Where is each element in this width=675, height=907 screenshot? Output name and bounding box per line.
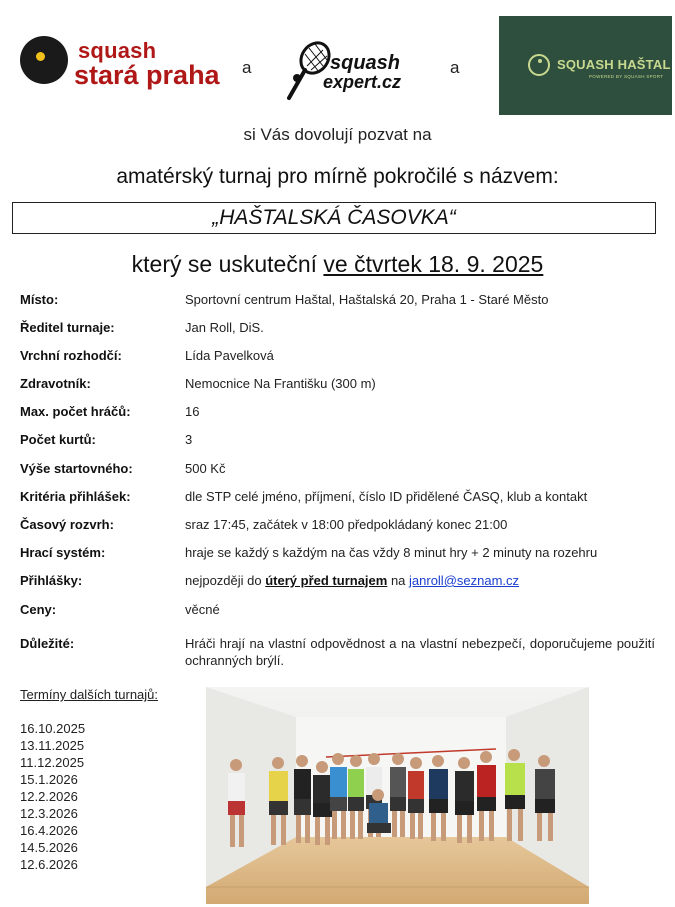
invitation-intro: si Vás dovolují pozvat na <box>243 125 432 144</box>
detail-value: Hráči hrají na vlastní odpovědnost a na vlastní nebezpečí, doporučujeme použití ochranných brýlí. <box>185 636 655 668</box>
next-terms-heading: Termíny dalších turnajů: <box>20 687 159 702</box>
applications-prefix: nejpozději do <box>185 573 266 588</box>
detail-value: 16 <box>185 404 200 419</box>
detail-label: Zdravotník: <box>20 376 91 391</box>
tournament-date: ve čtvrtek 18. 9. 2025 <box>323 251 544 277</box>
logo-hastal-name: SQUASH HAŠTAL <box>557 57 671 72</box>
logo-squash-hastal <box>499 16 672 115</box>
date-prefix: který se uskuteční <box>131 251 324 277</box>
applications-deadline: úterý před turnajem <box>265 573 388 588</box>
detail-value: Jan Roll, DiS. <box>185 320 264 335</box>
next-terms-list <box>20 720 85 873</box>
detail-value: sraz 17:45, začátek v 18:00 předpokládaný konec 21:00 <box>185 517 508 532</box>
conjunction-a-2: a <box>450 58 460 77</box>
logo-squash-expert-line1: squash <box>330 52 401 74</box>
detail-label: Časový rozvrh: <box>20 517 114 532</box>
detail-label: Místo: <box>20 292 59 307</box>
detail-label: Ceny: <box>20 602 57 617</box>
detail-label: Výše startovného: <box>20 461 133 476</box>
invitation-subtitle: amatérský turnaj pro mírně pokročilé s názvem: <box>116 165 559 188</box>
squash-ball-icon <box>20 36 68 84</box>
detail-label: Kritéria přihlášek: <box>20 489 131 504</box>
list-item: 13.11.2025 <box>20 738 85 753</box>
conjunction-a-1: a <box>242 58 252 77</box>
detail-label: Ředitel turnaje: <box>20 320 115 335</box>
detail-value: hraje se každý s každým na čas vždy 8 minut hry + 2 minuty na rozehru <box>185 545 598 560</box>
detail-value: Lída Pavelková <box>185 348 274 363</box>
logo-hastal-sub: POWERED BY SQUASH SPORT <box>589 74 664 79</box>
detail-value: věcné <box>185 602 220 617</box>
applications-middle: na <box>387 573 410 588</box>
detail-value: Nemocnice Na Františku (300 m) <box>185 376 376 391</box>
detail-value <box>185 572 655 589</box>
tournament-date-line <box>0 251 675 278</box>
logo-stara-praha-line1: squash <box>78 38 157 63</box>
detail-label: Důležité: <box>20 636 75 651</box>
group-photo <box>206 687 589 904</box>
list-item: 14.5.2026 <box>20 840 78 855</box>
logo-squash-expert <box>285 36 425 106</box>
tournament-title: „HAŠTALSKÁ ČASOVKA“ <box>12 202 656 234</box>
detail-label: Přihlášky: <box>20 573 83 588</box>
list-item: 16.4.2026 <box>20 823 78 838</box>
logo-stara-praha-line2: stará praha <box>74 60 220 90</box>
list-item: 16.10.2025 <box>20 721 86 736</box>
detail-label: Hrací systém: <box>20 545 106 560</box>
hastal-ball-icon <box>528 54 550 76</box>
detail-value: 3 <box>185 432 193 447</box>
group-photo-illustration <box>206 687 589 904</box>
applications-email-link[interactable]: janroll@seznam.cz <box>409 573 520 588</box>
logo-squash-stara-praha <box>20 34 230 104</box>
logo-header <box>0 16 675 116</box>
detail-value: dle STP celé jméno, příjmení, číslo ID přidělené ČASQ, klub a kontakt <box>185 489 588 504</box>
detail-label: Počet kurtů: <box>20 432 96 447</box>
list-item: 12.2.2026 <box>20 789 78 804</box>
logo-squash-expert-line2: expert.cz <box>323 72 402 92</box>
list-item: 12.6.2026 <box>20 857 78 872</box>
detail-label: Vrchní rozhodčí: <box>20 348 122 363</box>
detail-label: Max. počet hráčů: <box>20 404 131 419</box>
list-item: 12.3.2026 <box>20 806 78 821</box>
list-item: 11.12.2025 <box>20 755 85 770</box>
list-item: 15.1.2026 <box>20 772 78 787</box>
detail-value: Sportovní centrum Haštal, Haštalská 20, Praha 1 - Staré Město <box>185 292 549 307</box>
detail-value: 500 Kč <box>185 461 226 476</box>
